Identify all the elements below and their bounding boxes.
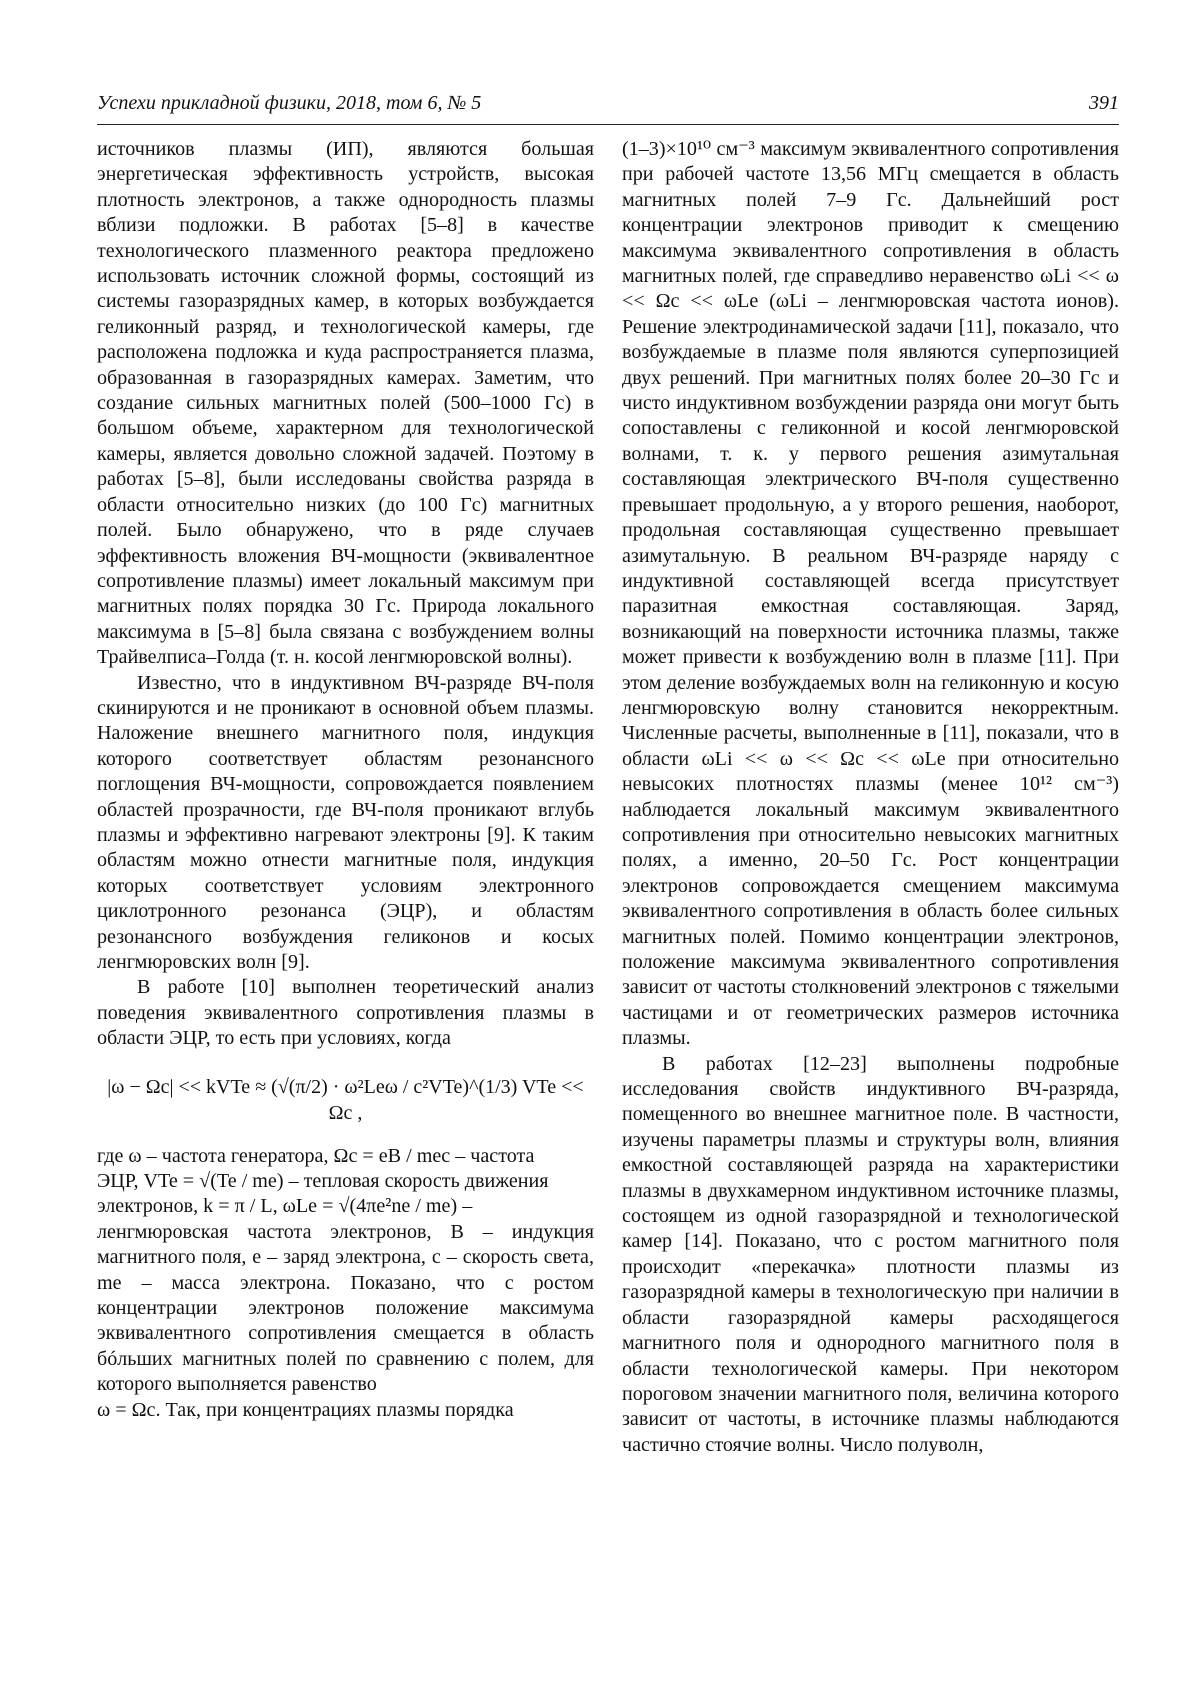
journal-title: Успехи прикладной физики, 2018, том 6, № 5 (97, 92, 482, 114)
definition-line-3: электронов, k = π / L, ωLe = √(4πe²ne / me) – (97, 1195, 473, 1218)
definition-line-2: ЭЦР, VTe = √(Te / me) – тепловая скорость движения (97, 1170, 549, 1193)
left-paragraph-4 (97, 1144, 594, 1423)
running-header (97, 90, 1119, 125)
right-column (622, 137, 1119, 1458)
right-paragraph-2: В работах [12–23] выполнены подробные исследования свойств индуктивного ВЧ-разряда, помещенного во внешнее магнитное поле. В частности, изучены параметры плазмы и структуры волн, влияния емкостной составляющей разряда на характеристики плазмы в двухкамерном индуктивном источнике плазмы, состоящем из одной газоразрядной и технологической камер [14]. Показано, что с ростом магнитного поля происходит «перекачка» плотности плазмы из газоразрядной камеры в технологическую при наличии в области газоразрядной камеры расходящегося магнитного поля и однородного магнитного поля в области технологической камеры. При некотором пороговом значении магнитного поля, величина которого зависит от частоты, в источнике плазмы наблюдаются частично стоячие волны. Число полуволн, (622, 1052, 1119, 1456)
definition-last-line: ω = Ωc. Так, при концентрациях плазмы порядка (97, 1398, 514, 1421)
left-paragraph-3: В работе [10] выполнен теоретический анализ поведения эквивалентного сопротивления плазмы в области ЭЦР, то есть при условиях, когда (97, 976, 594, 1050)
definition-text: ленгмюровская частота электронов, B – индукция магнитного поля, e – заряд электрона, c – скорость света, me – масса электрона. Показано, что с ростом концентрации электронов положение максимума эквивалентного сопротивления смещается в область бóльших магнитных полей по сравнению с полем, для которого выполняется равенство (97, 1220, 594, 1396)
definition-line-1: где ω – частота генератора, Ωc = eB / mec – частота (97, 1144, 535, 1167)
page-number: 391 (1089, 92, 1119, 114)
left-paragraph-1: источников плазмы (ИП), являются большая энергетическая эффективность устройств, высокая плотность электронов, а также однородность плазмы вблизи подложки. В работах [5–8] в качестве технологического плазменного реактора предложено использовать источник сложной формы, состоящий из системы газоразрядных камер, в которых возбуждается геликонный разряд, и технологической камеры, где расположена подложка и куда распространяется плазма, образованная в газоразрядных камерах. Заметим, что создание сильных магнитных полей (500–1000 Гс) в большом объеме, характерном для технологической камеры, является довольно сложной задачей. Поэтому в работах [5–8], были исследованы свойства разряда в области относительно низких (до 100 Гс) магнитных полей. Было обнаружено, что в ряде случаев эффективность вложения ВЧ-мощности (эквивалентное сопротивление плазмы) имеет локальный максимум при магнитных полях порядка 30 Гс. Природа локального максимума в [5–8] была связана с возбуждением волны Трайвелписа–Голда (т. н. косой ленгмюровской волны). (97, 138, 594, 669)
left-column (97, 137, 594, 1423)
ecr-condition-formula: |ω − Ωc| << kVTe ≈ (√(π/2) · ω²Leω / c²VTe)^(1/3) VTe << Ωc , (107, 1075, 584, 1124)
right-paragraph-1: (1–3)×10¹⁰ см⁻³ максимум эквивалентного сопротивления при рабочей частоте 13,56 МГц смещается в область магнитных полей 7–9 Гс. Дальнейший рост концентрации электронов приводит к смещению максимума эквивалентного сопротивления в область магнитных полей, где справедливо неравенство ωLi << ω << Ωc << ωLe (ωLi – ленгмюровская частота ионов). Решение электродинамической задачи [11], показало, что возбуждаемые в плазме поля являются суперпозицией двух решений. При магнитных полях более 20–30 Гс и чисто индуктивном возбуждении разряда они могут быть сопоставлены с геликонной и косой ленгмюровской волнами, т. к. у первого решения азимутальная составляющая электрического ВЧ-поля существенно превышает продольную, а у второго решения, наоборот, продольная составляющая существенно превышает азимутальную. В реальном ВЧ-разряде наряду с индуктивной составляющей всегда присутствует паразитная емкостная составляющая. Заряд, возникающий на поверхности источника плазмы, также может привести к возбуждению волн в плазме [11]. При этом деление возбуждаемых волн на геликонную и косую ленгмюровскую волну становится некорректным. Численные расчеты, выполненные в [11], показали, что в области ωLi << ω << Ωc << ωLe при относительно невысоких плотностях плазмы (менее 10¹² см⁻³) наблюдается локальный максимум эквивалентного сопротивления при относительно невысоких магнитных полях, а именно, 20–50 Гс. Рост концентрации электронов сопровождается смещением максимума эквивалентного сопротивления в область более сильных магнитных полей. Помимо концентрации электронов, положение максимума эквивалентного сопротивления зависит от частоты столкновений электронов с тяжелыми частицами и от геометрических размеров источника плазмы. (622, 138, 1119, 1050)
left-paragraph-2: Известно, что в индуктивном ВЧ-разряде ВЧ-поля скинируются и не проникают в основной объем плазмы. Наложение внешнего магнитного поля, индукция которого соответствует областям резонансного поглощения ВЧ-мощности, сопровождается появлением областей прозрачности, где ВЧ-поля проникают вглубь плазмы и эффективно нагревают электроны [9]. К таким областям можно отнести магнитные поля, индукция которых соответствует условиям электронного циклотронного резонанса (ЭЦР), и областям резонансного возбуждения геликонов и косых ленгмюровских волн [9]. (97, 671, 594, 973)
